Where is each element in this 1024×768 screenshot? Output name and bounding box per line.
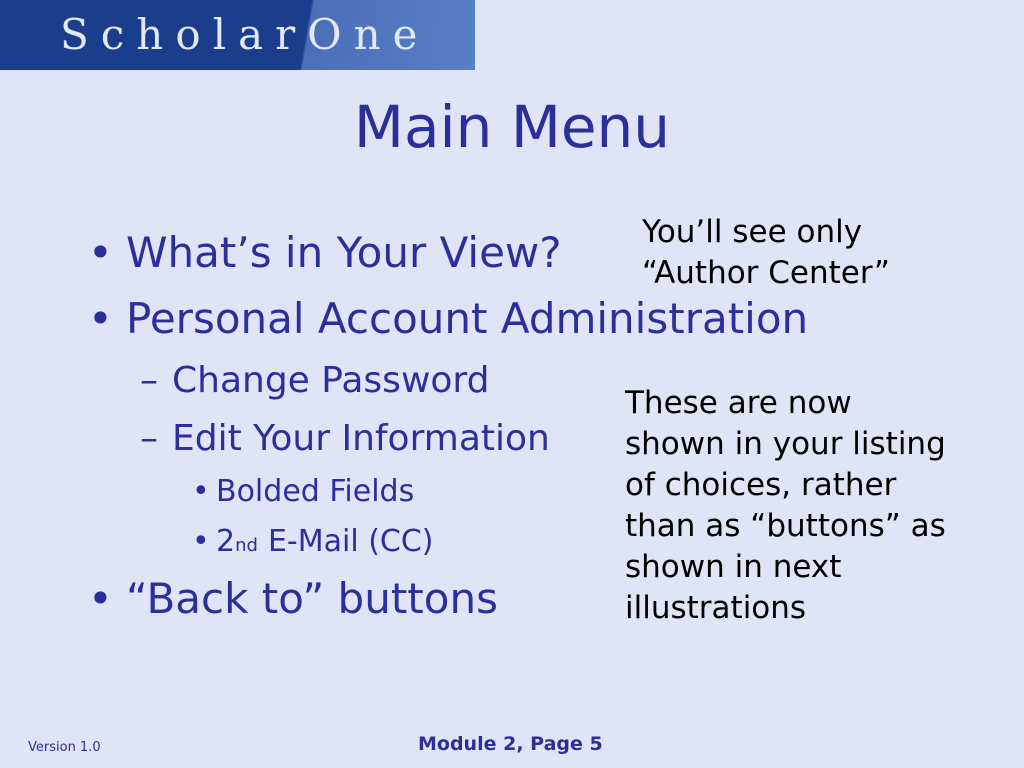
note-line: shown in your listing bbox=[625, 426, 946, 462]
bullet-icon: • bbox=[192, 524, 210, 559]
bullet-text: What’s in Your View? bbox=[126, 228, 562, 277]
slide-title: Main Menu bbox=[353, 93, 671, 161]
subbullet-change-password bbox=[140, 360, 489, 401]
bullet-whats-in-your-view bbox=[88, 228, 562, 277]
dash-icon: – bbox=[140, 418, 158, 459]
note-line: These are now bbox=[625, 385, 852, 421]
note-line: of choices, rather bbox=[625, 467, 897, 503]
scholarone-logo bbox=[0, 0, 475, 70]
note-line: You’ll see only bbox=[642, 214, 863, 250]
logo-text: ScholarOne bbox=[60, 10, 430, 59]
subsubbullet-bolded-fields bbox=[192, 474, 414, 509]
bullet-text: Change Password bbox=[172, 360, 490, 401]
bullet-text: Personal Account Administration bbox=[126, 294, 809, 343]
note-listing-choices bbox=[625, 383, 946, 629]
note-line: shown in next bbox=[625, 549, 842, 585]
subsubbullet-second-email: • 2 nd E-Mail (CC) bbox=[192, 524, 434, 559]
bullet-icon: • bbox=[88, 294, 113, 343]
bullet-text-number: 2 bbox=[216, 524, 236, 559]
bullet-text: “Back to” buttons bbox=[126, 574, 498, 623]
note-line: illustrations bbox=[625, 590, 807, 626]
page-label: Module 2, Page 5 bbox=[418, 733, 603, 755]
bullet-back-to-buttons bbox=[88, 574, 498, 623]
bullet-icon: • bbox=[88, 228, 113, 277]
bullet-text: E-Mail (CC) bbox=[267, 524, 434, 559]
bullet-icon: • bbox=[88, 574, 113, 623]
note-line: than as “buttons” as bbox=[625, 508, 946, 544]
note-line: “Author Center” bbox=[642, 255, 890, 291]
subbullet-edit-your-information bbox=[140, 418, 550, 459]
bullet-text: Bolded Fields bbox=[216, 474, 415, 509]
bullet-icon: • bbox=[192, 474, 210, 509]
version-label: Version 1.0 bbox=[28, 740, 101, 755]
dash-icon: – bbox=[140, 360, 158, 401]
bullet-personal-account-administration bbox=[88, 294, 808, 343]
bullet-text: Edit Your Information bbox=[172, 418, 550, 459]
note-author-center bbox=[642, 212, 890, 294]
